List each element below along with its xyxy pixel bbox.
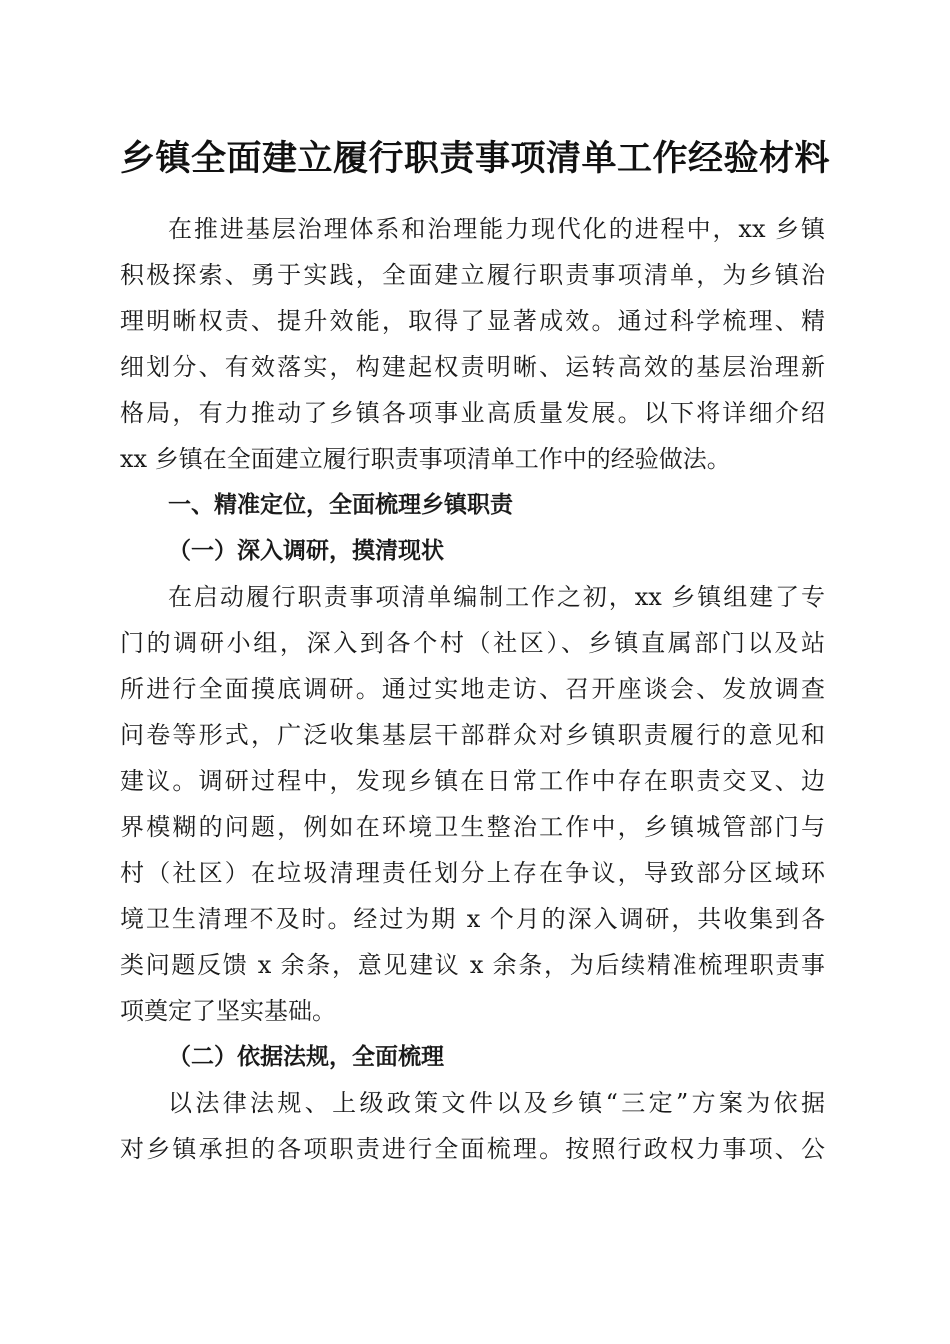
paragraph-line: 问卷等形式，广泛收集基层干部群众对乡镇职责履行的意见和	[120, 721, 825, 749]
paragraph-line: 以法律法规、上级政策文件以及乡镇“三定”方案为依据	[168, 1089, 825, 1117]
paragraph-line: 积极探索、勇于实践，全面建立履行职责事项清单，为乡镇治	[120, 261, 825, 289]
paragraph-line: 理明晰权责、提升效能，取得了显著成效。通过科学梳理、精	[120, 307, 825, 335]
subsection-heading: （一）深入调研，摸清现状	[168, 537, 444, 564]
paragraph-line: 界模糊的问题，例如在环境卫生整治工作中，乡镇城管部门与	[120, 813, 825, 841]
paragraph-line: 类问题反馈 x 余条，意见建议 x 余条，为后续精准梳理职责事	[120, 951, 825, 979]
paragraph-line: xx 乡镇在全面建立履行职责事项清单工作中的经验做法。	[120, 445, 731, 473]
document-title: 乡镇全面建立履行职责事项清单工作经验材料	[120, 139, 831, 179]
paragraph-line: 所进行全面摸底调研。通过实地走访、召开座谈会、发放调查	[120, 675, 825, 703]
paragraph-line: 对乡镇承担的各项职责进行全面梳理。按照行政权力事项、公	[120, 1135, 825, 1163]
document-body	[120, 206, 825, 1172]
paragraph-line: 境卫生清理不及时。经过为期 x 个月的深入调研，共收集到各	[120, 905, 825, 933]
section-heading: 一、精准定位，全面梳理乡镇职责	[168, 492, 513, 518]
paragraph-line: 建议。调研过程中，发现乡镇在日常工作中存在职责交叉、边	[120, 767, 825, 795]
paragraph-line: 村（社区）在垃圾清理责任划分上存在争议，导致部分区域环	[120, 859, 825, 887]
subsection-heading: （二）依据法规，全面梳理	[168, 1043, 444, 1070]
paragraph-line: 格局，有力推动了乡镇各项事业高质量发展。以下将详细介绍	[120, 399, 825, 427]
paragraph-line: 在推进基层治理体系和治理能力现代化的进程中，xx 乡镇	[168, 215, 825, 243]
paragraph-line: 门的调研小组，深入到各个村（社区）、乡镇直属部门以及站	[120, 629, 825, 657]
paragraph-line: 在启动履行职责事项清单编制工作之初，xx 乡镇组建了专	[168, 583, 825, 611]
paragraph-line: 细划分、有效落实，构建起权责明晰、运转高效的基层治理新	[120, 353, 825, 381]
paragraph-line: 项奠定了坚实基础。	[120, 997, 336, 1025]
